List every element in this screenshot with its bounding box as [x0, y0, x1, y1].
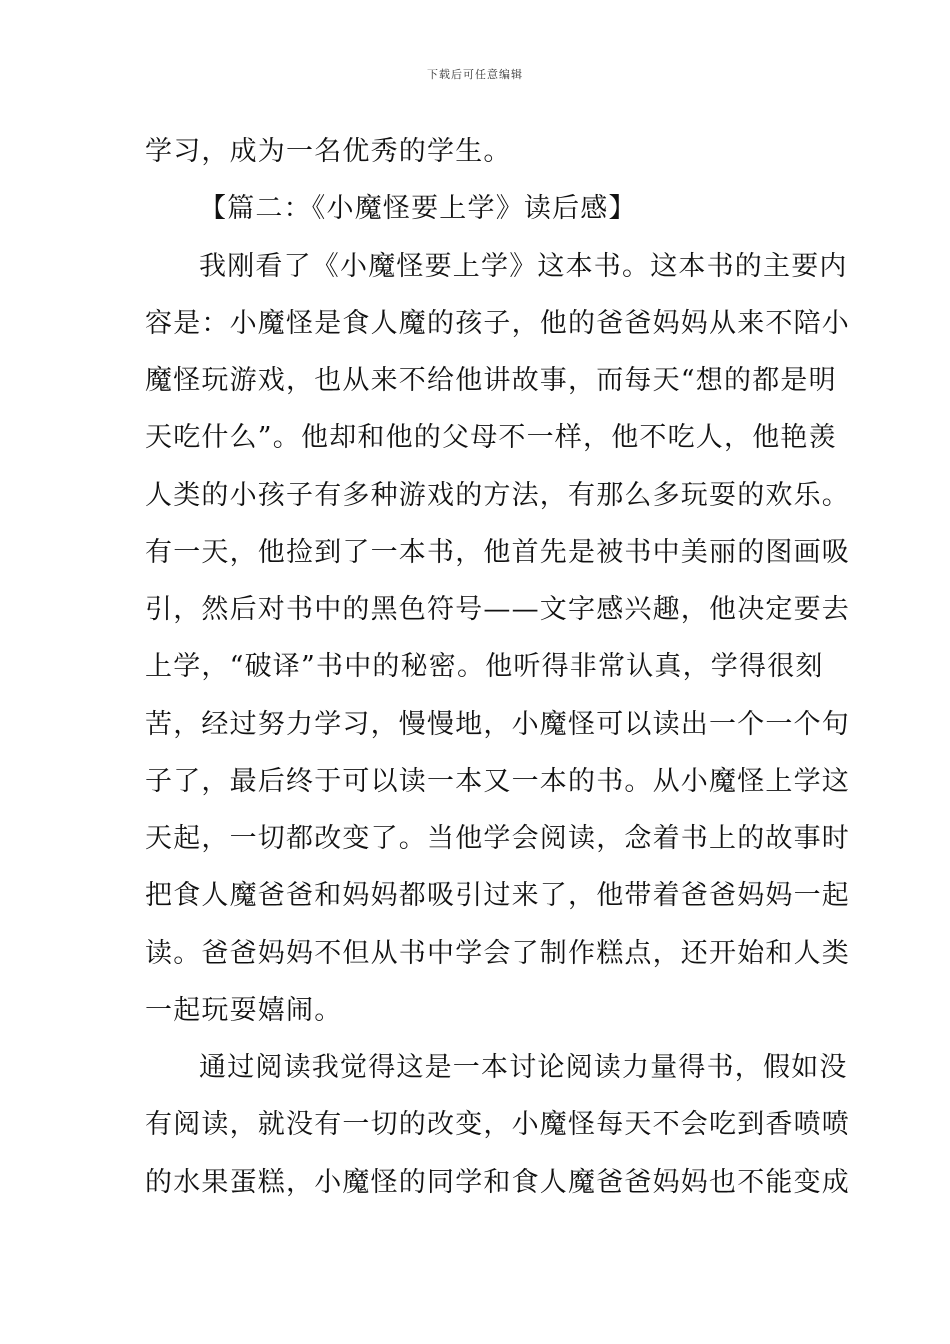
body-line: 上学，“破译”书中的秘密。他听得非常认真，学得很刻: [145, 651, 824, 682]
body-line: 有一天，他捡到了一本书，他首先是被书中美丽的图画吸: [145, 537, 850, 568]
body-line: 的水果蛋糕，小魔怪的同学和食人魔爸爸妈妈也不能变成: [145, 1167, 850, 1198]
paragraph-first-line: 通过阅读我觉得这是一本讨论阅读力量得书，假如没: [199, 1052, 848, 1083]
body-line: 学习，成为一名优秀的学生。: [145, 136, 512, 167]
section-heading: 【篇二：《小魔怪要上学》读后感】: [199, 193, 637, 224]
body-line: 一起玩耍嬉闹。: [145, 995, 343, 1026]
body-line: 容是：小魔怪是食人魔的孩子，他的爸爸妈妈从来不陪小: [145, 308, 850, 339]
body-line: 人类的小孩子有多种游戏的方法，有那么多玩耍的欢乐。: [145, 480, 850, 511]
body-line: 苦，经过努力学习，慢慢地，小魔怪可以读出一个一个句: [145, 709, 850, 740]
body-line: 引，然后对书中的黑色符号——文字感兴趣，他决定要去: [145, 594, 850, 625]
body-line: 天起，一切都改变了。当他学会阅读，念着书上的故事时: [145, 823, 850, 854]
body-line: 把食人魔爸爸和妈妈都吸引过来了，他带着爸爸妈妈一起: [145, 880, 850, 911]
body-line: 子了，最后终于可以读一本又一本的书。从小魔怪上学这: [145, 766, 850, 797]
body-line: 有阅读，就没有一切的改变，小魔怪每天不会吃到香喷喷: [145, 1109, 850, 1140]
body-line: 天吃什么”。他却和他的父母不一样，他不吃人，他艳羡: [145, 422, 837, 453]
body-line: 魔怪玩游戏，也从来不给他讲故事，而每天“想的都是明: [145, 365, 837, 396]
paragraph-first-line: 我刚看了《小魔怪要上学》这本书。这本书的主要内: [199, 251, 848, 282]
body-line: 读。爸爸妈妈不但从书中学会了制作糕点，还开始和人类: [145, 938, 850, 969]
page-header-note: 下载后可任意编辑: [427, 68, 523, 81]
